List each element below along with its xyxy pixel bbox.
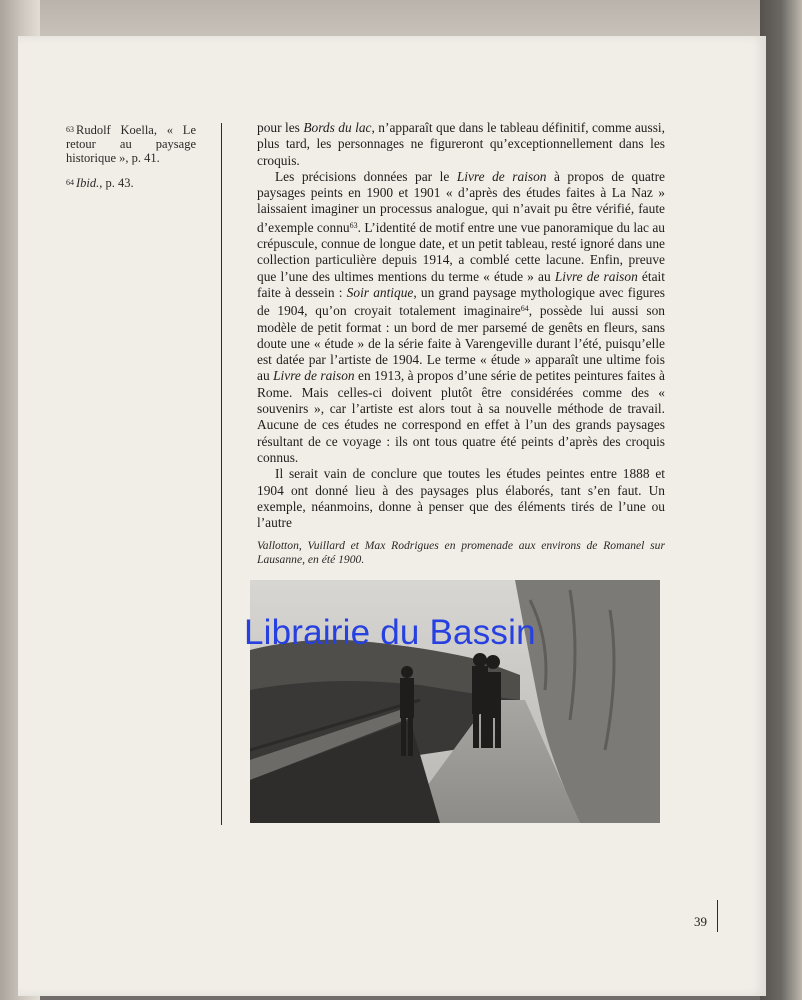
page-number-rule [717, 900, 718, 932]
paragraph-3: Il serait vain de conclure que toutes les études peintes entre 1888 et 1904 ont donné lieu à des paysages plus élaborés, tant s’en faut. Un exemple, néanmoins, donne à penser que des éléments tirés de l’une ou l’autre [257, 466, 665, 531]
footnote-italic: Ibid. [76, 176, 100, 190]
footnote-ref: 64 [520, 304, 529, 314]
footnote-number: 63 [66, 125, 74, 134]
photo-caption: Vallotton, Vuillard et Max Rodrigues en promenade aux environs de Romanel sur Lausanne, en été 1900. [257, 539, 665, 566]
footnote-text: Rudolf Koella, « Le retour au paysage historique », p. 41. [66, 123, 196, 165]
footnotes [66, 123, 196, 201]
column-divider [221, 123, 222, 825]
footnote-63 [66, 123, 196, 165]
watermark: Librairie du Bassin [244, 613, 536, 652]
footnote-64 [66, 176, 196, 190]
footnote-ref: 63 [349, 220, 358, 230]
main-text [257, 120, 665, 531]
page-number: 39 [694, 914, 707, 929]
footnote-number: 64 [66, 178, 74, 187]
paragraph-2: Les précisions données par le Livre de raison à propos de quatre paysages peints en 1900 et 1901 « d’après des études faites à La Naz » laissaient imaginer un processus analogue, qui n’avait pu être vérifié, faute d’exemple connu$^{63}$. L’identité de motif entre une vue panoramique du lac au crépuscule, connue de longue date, et un petit tableau, resté ignoré dans une collection particulière depuis 1914, a comblé cette lacune. Enfin, preuve que l’une des ultimes mentions du terme « étude » au Livre de raison était faite à dessein : Soir antique, un grand paysage mythologique avec figures de 1904, qu’on croyait totalement imaginaire$^{64}$, possède lui aussi son modèle de petit format : un bord de mer parsemé de genêts en fleurs, sans doute une « étude » de la série faite à Varengeville durant l’été, puisqu’elle est datée par l’artiste de 1904. Le terme « étude » apparaît une ultime fois au Livre de raison en 1913, à propos d’une série de petites peintures faites à Rome. Mais celles-ci doivent plutôt être considérées comme des « souvenirs », car l’artiste est alors tout à sa nouvelle méthode de travail. Aucune de ces études ne correspond en effet à l’un des grands paysages résultant de ce voyage : ils ont tous quatre été peints d’après des croquis connus. [257, 168, 666, 465]
book-cover-edge [760, 0, 802, 1000]
paragraph-1: pour les Bords du lac, n’apparaît que dans le tableau définitif, comme aussi, plus tard, les personnages ne figureront qu’exceptionnellement dans les croquis. [257, 120, 665, 168]
scan-background-top [0, 0, 802, 40]
footnote-text: , p. 43. [99, 176, 134, 190]
